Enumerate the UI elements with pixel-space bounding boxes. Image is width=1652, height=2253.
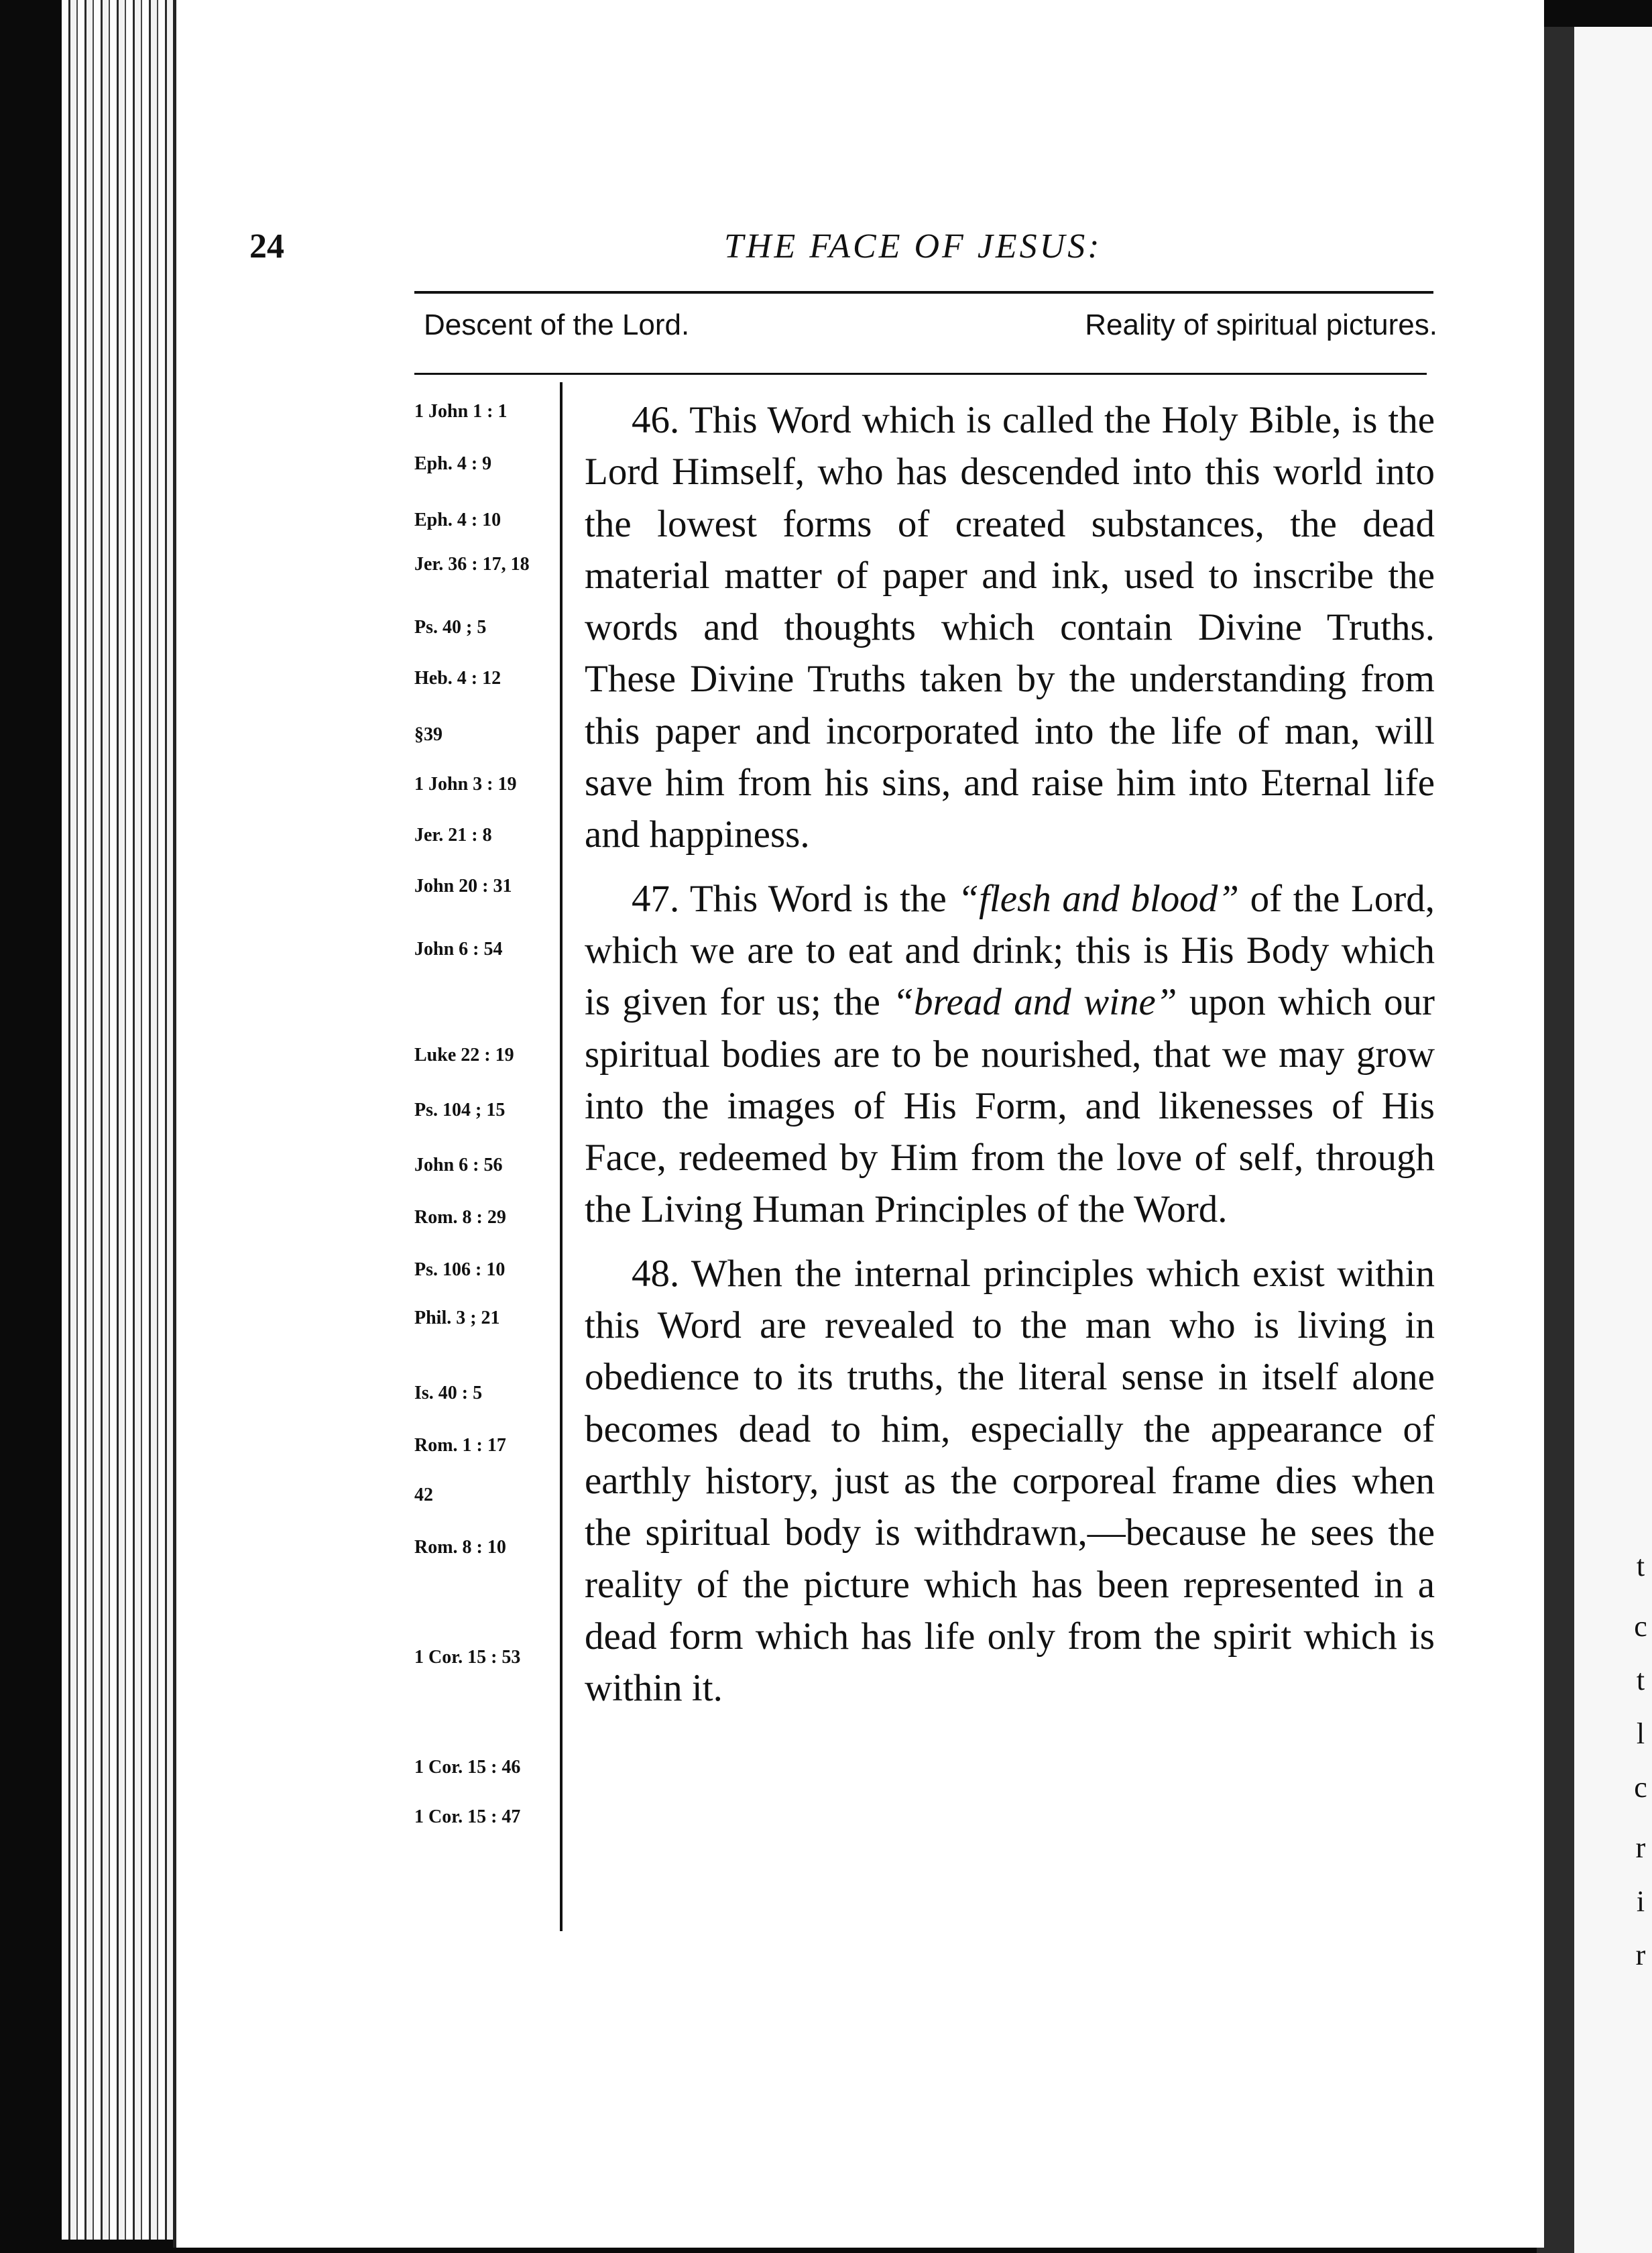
margin-ref: Eph. 4 : 9 <box>414 453 492 474</box>
margin-ref: §39 <box>414 724 442 745</box>
book-page-edges <box>62 0 176 2240</box>
header-rule-top <box>414 291 1433 294</box>
margin-ref: 1 Cor. 15 : 53 <box>414 1647 521 1668</box>
margin-ref: 1 Cor. 15 : 46 <box>414 1757 521 1778</box>
margin-divider <box>560 382 563 1931</box>
facing-page-edge <box>1537 27 1652 2253</box>
paragraph-47-emphasis: “flesh and blood” <box>957 877 1240 920</box>
margin-ref: Luke 22 : 19 <box>414 1045 514 1065</box>
bleed-letter: t <box>1636 1550 1645 1582</box>
body-text <box>585 394 1435 1726</box>
running-title: THE FACE OF JESUS: <box>724 227 1102 266</box>
margin-ref: Rom. 8 : 10 <box>414 1537 506 1558</box>
subhead-left: Descent of the Lord. <box>424 308 690 341</box>
bleed-letter: c <box>1634 1771 1647 1804</box>
bleed-letter: i <box>1636 1885 1645 1918</box>
margin-ref: Jer. 21 : 8 <box>414 825 492 846</box>
margin-ref: Eph. 4 : 10 <box>414 510 501 530</box>
subhead-right: Reality of spiritual pictures. <box>1085 308 1437 341</box>
bleed-letter: t <box>1636 1664 1645 1696</box>
margin-ref: Jer. 36 : 17, 18 <box>414 554 530 575</box>
paragraph-47-text: upon which our spiritual bodies are to be nourished, that we may grow into the images of His Form, and likenesses of His Face, redeemed by Him from the love of self, through the Living Human Principles of the Word. <box>585 981 1435 1231</box>
margin-ref: Heb. 4 : 12 <box>414 668 501 689</box>
margin-ref: Rom. 1 : 17 <box>414 1435 506 1456</box>
margin-ref: 42 <box>414 1485 433 1505</box>
margin-ref: 1 Cor. 15 : 47 <box>414 1806 521 1827</box>
paragraph-47-emphasis: “bread and wine” <box>892 981 1177 1024</box>
paragraph-48: 48. When the internal principles which exist within this Word are revealed to the man who is living in obedience to its truths, the literal sense in itself alone becomes dead to him, especially the appearance of earthly history, just as the corporeal frame dies when the spiritual body is withdrawn,—because he sees the reality of the picture which has been represented in a dead form which has life only from the spirit which is within it. <box>585 1252 1435 1710</box>
page-number: 24 <box>249 227 284 266</box>
margin-ref: 1 John 1 : 1 <box>414 401 508 422</box>
margin-ref: John 6 : 56 <box>414 1155 503 1175</box>
margin-ref: Phil. 3 ; 21 <box>414 1308 500 1328</box>
bleed-letter: r <box>1635 1831 1646 1864</box>
margin-ref: Ps. 40 ; 5 <box>414 617 487 638</box>
header-rule-bottom <box>414 373 1427 375</box>
margin-ref: Ps. 104 ; 15 <box>414 1100 506 1120</box>
margin-ref: John 20 : 31 <box>414 876 512 897</box>
margin-ref: John 6 : 54 <box>414 939 503 960</box>
paragraph-46: 46. This Word which is called the Holy Bible, is the Lord Himself, who has descended into this world into the lowest forms of created substances, the dead material matter of paper and ink, used to inscribe the words and thoughts which contain Divine Truths. These Divine Truths taken by the understanding from this paper and incorporated into the life of man, will save him from his sins, and raise him into Eternal life and happiness. <box>585 399 1435 856</box>
bleed-letter: c <box>1634 1610 1647 1643</box>
margin-ref: 1 John 3 : 19 <box>414 774 517 795</box>
bleed-letter: r <box>1635 1939 1646 1971</box>
paragraph-47-text: 47. This Word is the <box>632 877 958 920</box>
margin-ref: Ps. 106 : 10 <box>414 1259 506 1280</box>
margin-ref: Is. 40 : 5 <box>414 1383 483 1403</box>
paragraph-47 <box>585 873 1435 1236</box>
bleed-letter: l <box>1636 1717 1645 1750</box>
paragraph-47-text: of the Lord, which we are to eat and drink; this is His Body which is given for us; the <box>585 877 1435 1024</box>
margin-ref: Rom. 8 : 29 <box>414 1207 506 1228</box>
